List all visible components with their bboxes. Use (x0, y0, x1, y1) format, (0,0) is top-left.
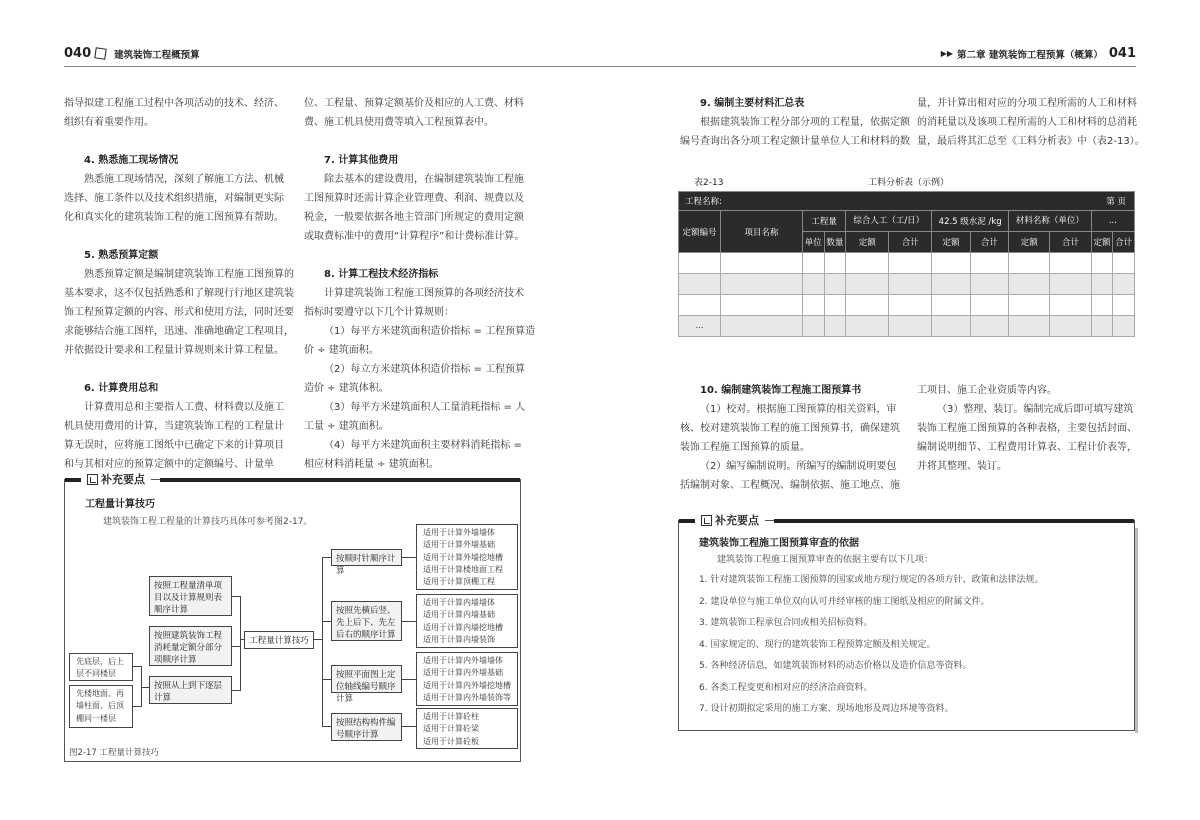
text-line: 核、校对建筑装饰工程的施工图预算书，确保建筑 (680, 423, 900, 434)
sub-header: 定额 (1091, 232, 1113, 253)
text-line: 工量 ÷ 建筑面积。 (304, 421, 389, 432)
text-line: 量，并计算出相对应的分项工程所需的人工和材料 (917, 98, 1137, 109)
table-header-row-1 (679, 211, 1135, 232)
list-item: 适用于计算内外墙装饰等 (423, 692, 511, 702)
text-line: 编制说明细节、工程费用计算表、工程计价表等， (917, 442, 1137, 453)
text-line: （3）整理、装订。编制完成后即可填写建筑 (937, 404, 1134, 415)
supplement-title (695, 512, 765, 528)
right-box-1: 按顺时针顺序计算 (331, 549, 402, 566)
list-item: 适用于计算内墙挖地槽 (423, 622, 503, 632)
supplement-label: 补充要点 (101, 473, 145, 486)
table-cell (824, 316, 846, 337)
analysis-table-block (678, 175, 1135, 337)
section-heading: 7. 计算其他费用 (324, 155, 399, 166)
text-line: 量，最后将其汇总至《工料分析表》中（表2-13）。 (917, 136, 1145, 147)
table-row (679, 253, 1135, 274)
checklist-icon (701, 515, 712, 526)
text-line: （3）每平方米建筑面积人工量消耗指标 = 人 (324, 402, 526, 413)
table-cell (970, 253, 1008, 274)
table-cell (970, 295, 1008, 316)
table-cell (1113, 274, 1135, 295)
table-number: 表2-13 (694, 178, 724, 188)
criteria-item: 6. 各类工程变更和相对应的经济洽商资料。 (699, 682, 873, 693)
spacer (64, 360, 282, 379)
criteria-item: 4. 国家规定的、现行的建筑装饰工程预算定额及相关规定。 (699, 639, 936, 650)
text-line: 求能够结合施工图样，迅速、准确地确定工程项目， (64, 326, 294, 337)
text-line: 熟悉预算定额是编制建筑装饰工程施工图预算的 (84, 269, 294, 280)
left-header (64, 46, 200, 61)
mid-box-3: 按照从上到下逐层计算 (149, 676, 232, 704)
table-cell (1091, 295, 1113, 316)
text-line: 装饰工程施工图预算的质量。 (680, 442, 810, 453)
table-cell (1113, 295, 1135, 316)
group-cement: 42.5 级水泥 /kg (932, 211, 1009, 232)
supplement-label: 补充要点 (715, 514, 759, 527)
list-item: 适用于计算砼柱 (423, 712, 479, 721)
table-cell (803, 274, 825, 295)
table-cell (932, 274, 970, 295)
table-cell (803, 295, 825, 316)
text-line: 和与其相对应的预算定额中的定额编号、计量单 (64, 459, 274, 470)
table-row (679, 274, 1135, 295)
text-line: 选择、施工条件以及技术组织措施，对编制更实际 (64, 193, 284, 204)
text-line: 饰工程预算定额的内容、形式和使用方法，同时还要 (64, 307, 294, 318)
page-number: 040 (64, 46, 92, 61)
text-line: 基本要求，这不仅包括熟悉和了解现行行地区建筑装 (64, 288, 294, 299)
table-cell (846, 253, 889, 274)
text-line: 相应材料消耗量 ÷ 建筑面积。 (304, 459, 439, 470)
spacer (304, 132, 522, 151)
box-shadow-edge (1135, 528, 1138, 733)
sub-header: 合计 (1050, 232, 1091, 253)
text-column-1 (680, 94, 910, 151)
list-item: 适用于计算外墙墙体 (423, 528, 495, 537)
intro-text: 建筑装饰工程施工图预算审查的依据主要有以下几项： (717, 555, 934, 565)
list-item: 适用于计算内外墙基础 (423, 668, 503, 678)
supplement-box (678, 514, 1135, 731)
cube-icon (94, 47, 106, 59)
list-item: 适用于计算砼板 (423, 736, 479, 746)
table-cell (846, 274, 889, 295)
table-cell (932, 316, 970, 337)
group-quantity: 工程量 (803, 211, 846, 232)
text-line: （1）每平方米建筑面积造价指标 = 工程预算造 (324, 326, 536, 337)
table-cell (1050, 253, 1091, 274)
page-label: 第 页 (1106, 197, 1126, 207)
text-column-1 (64, 94, 294, 474)
text-line: （2）每立方米建筑体积造价指标 = 工程预算 (324, 364, 526, 375)
table-cell (803, 253, 825, 274)
text-line: （1）校对。根据施工图预算的相关资料，审 (700, 404, 897, 415)
table-cell (1113, 316, 1135, 337)
text-line: （2）编写编制说明。所编写的编制说明要包 (700, 461, 897, 472)
col-name: 项目名称 (721, 211, 803, 253)
list-item: 适用于计算内外墙墙体 (423, 656, 503, 665)
text-line: 位、工程量、预算定额基价及相应的人工费、材料 (304, 98, 524, 109)
table-cell (1113, 253, 1135, 274)
text-line: 括编制对象、工程概况、编制依据、施工地点、施 (680, 480, 900, 491)
table-cell (970, 316, 1008, 337)
table-cell (970, 274, 1008, 295)
text-line: 机具使用费用的计算，当建筑装饰工程的工程量计 (64, 421, 284, 432)
table-cell (721, 316, 803, 337)
text-column-4 (917, 381, 1135, 476)
list-item: 适用于计算内墙基础 (423, 610, 495, 620)
header-title: 建筑装饰工程概预算 (114, 49, 200, 61)
right-header (941, 46, 1136, 61)
sub-header: 数量 (824, 232, 846, 253)
table-cell (1050, 295, 1091, 316)
table-cell (1050, 274, 1091, 295)
list-item: 适用于计算内外墙挖地槽 (423, 680, 511, 690)
page-number: 041 (1108, 46, 1136, 61)
title-bar-right (160, 478, 520, 482)
sub-header: 定额 (932, 232, 970, 253)
right-box-4: 按照结构构件编号顺序计算 (331, 713, 402, 741)
right-box-3: 按照平面图上定位轴线编号顺序计算 (331, 665, 402, 693)
checklist-icon (87, 474, 98, 485)
right-box-2: 按照先横后竖、先上后下、先左后右的顺序计算 (331, 601, 402, 641)
table-header-row-0 (679, 192, 1135, 211)
double-arrow-icon: ▶▶ (940, 49, 954, 58)
table-cell (824, 274, 846, 295)
text-line: 并依据设计要求和工程量计算规则来计算工程量。 (64, 345, 284, 356)
text-line: 装饰工程施工图预算的各种表格，主要包括封面、 (917, 423, 1137, 434)
section-heading: 5. 熟悉预算定额 (84, 250, 159, 261)
list-item: 适用于计算外墙挖地槽 (423, 552, 503, 562)
mid-box-1: 按照工程量清单项目以及计算规则表顺序计算 (149, 576, 232, 616)
section-heading: 10. 编制建筑装饰工程施工图预算书 (700, 385, 862, 396)
text-line: 熟悉施工现场情况，深刻了解施工方法、机械 (84, 174, 284, 185)
text-line: 除去基本的建设费用，在编制建筑装饰工程施 (324, 174, 524, 185)
table-cell (1009, 295, 1050, 316)
text-line: 算无误时，应将施工图纸中已确定下来的计算项目 (64, 440, 284, 451)
mid-box-2: 按照建筑装饰工程消耗量定额分部分项顺序计算 (149, 626, 232, 666)
sub-header: 定额 (1009, 232, 1050, 253)
right-list-1 (416, 524, 518, 590)
table-cell (1009, 253, 1050, 274)
section-heading: 4. 熟悉施工现场情况 (84, 155, 179, 166)
text-line: 指标时要遵守以下几个计算规则： (304, 307, 454, 318)
list-item: 适用于计算外墙基础 (423, 540, 495, 550)
text-line: 费、施工机具使用费等填入工程预算表中。 (304, 117, 494, 128)
table-cell (721, 253, 803, 274)
table-cell: ... (679, 316, 721, 337)
text-line: 计算建筑装饰工程施工图预算的各项经济技术 (324, 288, 524, 299)
text-column-2 (917, 94, 1145, 151)
far-left-box-2: 先楼地面、再墙柱面、后顶棚同一楼层 (69, 685, 133, 728)
title-bar-left (679, 519, 695, 523)
right-list-2 (416, 594, 518, 648)
text-line: 指导拟建工程施工过程中各项活动的技术、经济、 (64, 98, 284, 109)
criteria-item: 5. 各种经济信息，如建筑装饰材料的动态价格以及造价信息等资料。 (699, 661, 972, 671)
table-cell (1091, 316, 1113, 337)
analysis-table (678, 191, 1135, 337)
text-line: （4）每平方米建筑面积主要材料消耗指标 = (324, 440, 522, 451)
table-cell (1050, 316, 1091, 337)
table-row (679, 295, 1135, 316)
text-line: 或取费标准中的费用“计算程序”和计费标准计算。 (304, 231, 525, 242)
criteria-item: 7. 设计初期拟定采用的施工方案、现场地形及周边环境等资料。 (699, 704, 954, 714)
text-line: 工项目、施工企业资质等内容。 (917, 385, 1057, 396)
text-line: 计算费用总和主要指人工费、材料费以及施工 (84, 402, 284, 413)
text-line: 根据建筑装饰工程分部分项的工程量，依据定额 (700, 117, 910, 128)
group-material: 材料名称（单位） (1009, 211, 1092, 232)
section-title: 建筑装饰工程施工图预算审查的依据 (699, 538, 859, 549)
title-bar-left (65, 478, 81, 482)
center-box: 工程量计算技巧 (244, 631, 314, 649)
table-cell (824, 253, 846, 274)
supplement-title (81, 471, 151, 487)
table-cell (932, 253, 970, 274)
text-line: 并将其整理、装订。 (917, 461, 1007, 472)
table-cell (721, 274, 803, 295)
table-cell (889, 274, 932, 295)
table-cell (679, 295, 721, 316)
list-item: 适用于计算楼地面工程 (423, 564, 503, 574)
title-bar-right (774, 519, 1134, 523)
supplement-box (64, 473, 521, 762)
header-rule (64, 66, 600, 67)
far-left-box-1: 先底层，后上层不同楼层 (69, 653, 133, 681)
text-line: 造价 ÷ 建筑体积。 (304, 383, 389, 394)
right-list-3 (416, 652, 518, 706)
table-cell (1091, 274, 1113, 295)
section-heading: 9. 编制主要材料汇总表 (700, 98, 805, 109)
text-column-2 (304, 94, 536, 474)
sub-header: 定额 (846, 232, 889, 253)
table-title: 工料分析表（示例） (868, 178, 950, 188)
list-item: 适用于计算内墙装饰 (423, 634, 495, 644)
text-line: 编号查询出各分项工程定额计量单位人工和材料的数 (680, 136, 910, 147)
text-line: 价 ÷ 建筑面积。 (304, 345, 379, 356)
table-cell (679, 274, 721, 295)
sub-header: 合计 (889, 232, 932, 253)
table-cell (889, 253, 932, 274)
intro-text: 建筑装饰工程工程量的计算技巧具体可参考图2-17。 (103, 517, 313, 527)
table-cell (889, 295, 932, 316)
text-line: 的消耗量以及该项工程所需的人工和材料的总消耗 (917, 117, 1137, 128)
group-more: ... (1091, 211, 1134, 232)
criteria-item: 2. 建设单位与施工单位双向认可并经审核的施工图纸及相应的附属文件。 (699, 596, 990, 607)
col-code: 定额编号 (679, 211, 721, 253)
list-item: 适用于计算顶棚工程 (423, 577, 495, 587)
text-line: 化和真实化的建筑装饰工程的施工图预算有帮助。 (64, 212, 284, 223)
section-title: 工程量计算技巧 (85, 499, 155, 510)
list-item: 适用于计算内墙墙体 (423, 598, 495, 607)
table-cell (846, 316, 889, 337)
table-row (679, 316, 1135, 337)
figure-caption: 图2-17 工程量计算技巧 (69, 748, 159, 758)
table-cell (932, 295, 970, 316)
section-heading: 8. 计算工程技术经济指标 (324, 269, 439, 280)
table-cell (889, 316, 932, 337)
table-cell (1009, 274, 1050, 295)
header-rule (600, 66, 1136, 67)
group-labor: 综合人工（工/日） (846, 211, 932, 232)
project-name-label: 工程名称: (685, 197, 722, 207)
sub-header: 合计 (1113, 232, 1135, 253)
spacer (64, 227, 282, 246)
spacer (64, 132, 282, 151)
table-cell (721, 295, 803, 316)
text-column-3 (680, 381, 898, 495)
table-cell (846, 295, 889, 316)
text-line: 组织有着重要作用。 (64, 117, 154, 128)
table-cell (824, 295, 846, 316)
criteria-item: 1. 针对建筑装饰工程施工图预算的国家或地方现行规定的各项方针、政策和法律法规。 (699, 575, 1044, 585)
criteria-item: 3. 建筑装饰工程承包合同或相关招标资料。 (699, 618, 873, 628)
section-heading: 6. 计算费用总和 (84, 383, 159, 394)
table-cell (679, 253, 721, 274)
criteria-list (699, 570, 1043, 721)
right-list-4 (416, 708, 518, 749)
sub-header: 合计 (970, 232, 1008, 253)
table-cell (1091, 253, 1113, 274)
text-line: 工图预算时还需计算企业管理费、利润、规费以及 (304, 193, 524, 204)
right-page (600, 0, 1200, 820)
spacer (304, 246, 522, 265)
list-item: 适用于计算砼梁 (423, 724, 479, 734)
table-cell (803, 316, 825, 337)
table-cell (1009, 316, 1050, 337)
sub-header: 单位 (803, 232, 825, 253)
text-line: 税金，一般要依据各地主管部门所规定的费用定额 (304, 212, 524, 223)
header-chapter: 第二章 建筑装饰工程预算（概算） (957, 49, 1103, 61)
